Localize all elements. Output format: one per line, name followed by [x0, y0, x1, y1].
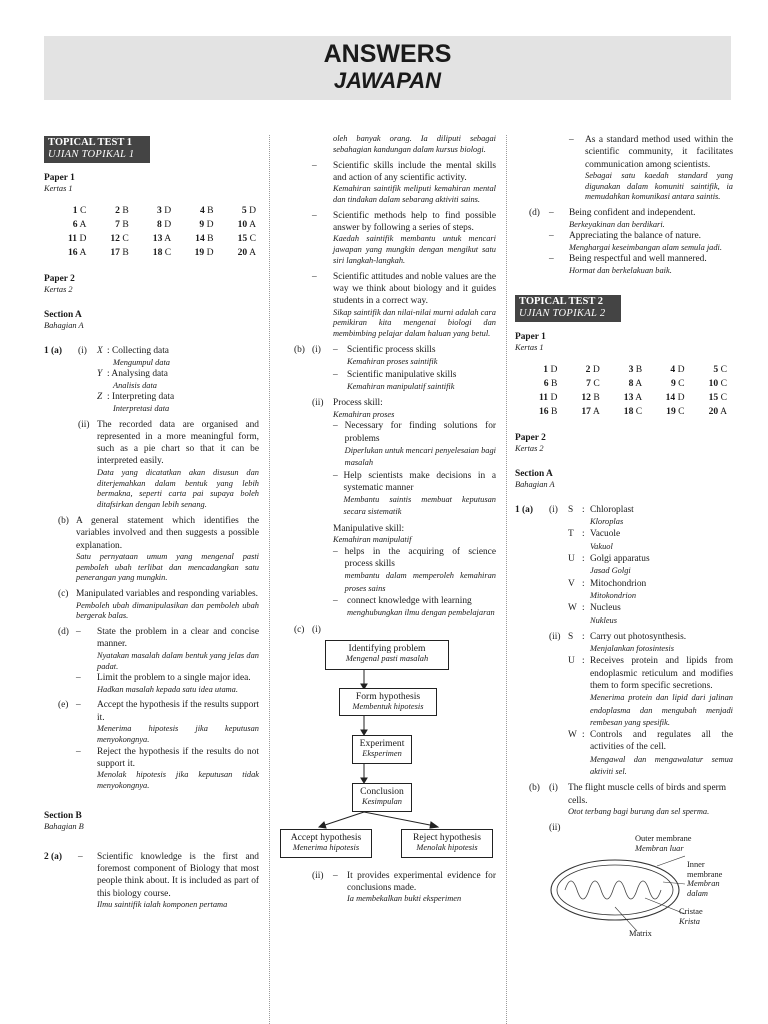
mcq-answer: 8 D: [157, 219, 172, 231]
question-1a-i: 1 (a) (i) X : Collecting data Mengumpul data Y : Analysing data Analisis data Z : Interpreting data Interpretasi data: [44, 346, 175, 413]
answers-header: [44, 36, 731, 100]
mcq-answer: 15 C: [237, 233, 256, 245]
mcq-row: [44, 204, 256, 218]
question-1a-ii: (ii) The recorded data are organised and represented in a more meaningful form, such as a pie chart so that it can be interpreted easily. Data yang dicatatkan akan disusun dan diterjemahkan dalam bentuk yang lebih bermakna, seperti carta pai supaya boleh ditafsirkan dengan lebih senang.: [78, 419, 259, 510]
label-outer-membrane: Outer membrane Membran luar: [635, 834, 692, 853]
mcq-answer: 13 A: [623, 391, 643, 403]
page-subtitle: JAWAPAN: [333, 68, 442, 93]
mcq-row: [44, 218, 256, 232]
mcq-row: [44, 232, 256, 246]
flow-form-hypothesis: Form hypothesis Membentuk hipotesis: [339, 688, 437, 716]
paper-2-heading: Paper 2: [44, 274, 75, 285]
flow-conclusion: Conclusion Kesimpulan: [352, 783, 412, 812]
question-2b-ii: (ii) Process skill: Kemahiran proses – Necessary for finding solutions for problems Diperlukan untuk mencari penyelesaian bagi masalah – Help scientists make decisions in a systematic manner Membantu saintis membuat keputusan secara sistematik Manipulative skill: Kemahiran manipulatif – helps in the acquiring of science process skills membantu dalam memperoleh kemahiran proses sains – connect knowledge with learning menghubungkan ilmu dengan pembelajaran: [312, 398, 496, 618]
mcq-answer: 3 B: [628, 363, 643, 375]
column-divider: [506, 135, 507, 1024]
mcq-answer: 14 B: [195, 233, 214, 245]
flow-identify-problem: Identifying problem Mengenal pasti masalah: [325, 640, 449, 670]
mcq-answer: 10 A: [237, 219, 256, 231]
mcq-answer: 9 D: [199, 219, 214, 231]
mcq-answer: 20 A: [708, 405, 727, 417]
mcq-row: [515, 363, 727, 377]
mcq-answer: 2 B: [115, 205, 129, 217]
mcq-answer-table-1: [44, 204, 256, 260]
mcq-answer: 14 D: [665, 391, 685, 403]
paper-1-heading: Paper 1: [515, 331, 546, 342]
mcq-answer: 7 B: [115, 219, 129, 231]
t2-question-1b-ii: (ii): [549, 822, 561, 833]
mcq-answer: 16 B: [538, 405, 558, 417]
mcq-answer: 8 A: [628, 377, 643, 389]
label-inner-membrane: Inner membrane Membran dalam: [687, 860, 723, 898]
question-2c-i: (c) (i): [294, 624, 321, 635]
t2-question-1a-ii: (ii) S : Carry out photosynthesis. Menjalankan fotosintesis U : Receives protein and lipids from endoplasmic reticulum and modifies them to form specific secretions. Menerima protein dan lipid dari jalinan endoplasma dan mengubah menjadi rembesan yang spesifik. W : Controls and regulates all the activities of the cell. Mengawal dan mengawalatur semua aktiviti sel.: [549, 631, 733, 777]
mcq-row: [515, 405, 727, 419]
mcq-row: [515, 391, 727, 405]
mcq-answer: 18 C: [623, 405, 643, 417]
mcq-answer: 10 C: [708, 377, 727, 389]
t2-question-1b-i: (b) (i) The flight muscle cells of birds and sperm cells. Otot terbang bagi burung dan sel sperma.: [529, 783, 727, 816]
column-3: – As a standard method used within the scientific community, it facilitates communication among scientists. Sebagai satu kaedah standard yang digunakan dalam komuniti saintifik, ia memudahkan komunikasi antara saintis. (d) – Being confident and independent. Berkeyakinan dan berdikari. – Appreciating the balance of nature. Menghargai keseimbangan alam semula jadi. – Being respectful and well mannered. Hormat dan berkelakuan baik. TOPICAL TEST 2 UJIAN TOPIKAL 2 Paper 1 Kertas 1 1 D 2 D 3 B 4 D 5 C 6 B 7 C 8 A 9 C 10 C 11 D 12 B 13 A 14 D 15 C 16 B 17 A 18 C 19 C 20 A Paper 2 Kertas 2 Section A Bahagian A 1 (a) (i) S : Chloroplast Kloroplas T : Vacuole Vakuol U : Golgi apparatus Jasad Golgi V : Mitochondrion Mitokondrion W : Nucleus Nukleus (ii) S : Carry out photosynthesis. Menjalankan fotosintesis U : Receives protein and lipids from endoplasmic reticulum and modifies them to form specific secretions. Menerima protein dan lipid dari jalinan endoplasma dan mengubah menjadi rembesan yang spesifik. W : Controls and regulates all the activities of the cell. Mengawal dan mengawalatur semua aktiviti sel. (b) (i) The flight muscle cells of birds and sperm cells. Otot terbang bagi burung dan sel sperma. (ii) Outer membrane Membran luar Inner membrane Membran dalam Cristae Krista Matrix: [515, 135, 733, 939]
mcq-answer: 4 D: [670, 363, 685, 375]
mcq-answer: 20 A: [237, 247, 256, 259]
question-1b: (b) A general statement which identifies the variables involved and then suggests a possible explanation. Satu pernyataan umum yang mengenal pasti pemboleh ubah terlibat dan mencadangkan satu penerangan yang mungkin.: [58, 515, 259, 583]
t2-question-1a-i: 1 (a) (i) S : Chloroplast Kloroplas T : Vacuole Vakuol U : Golgi apparatus Jasad Golgi V : Mitochondrion Mitokondrion W : Nucleus Nukleus: [515, 504, 733, 627]
question-1e: (e) – Accept the hypothesis if the results support it. Menerima hipotesis jika keputusan menyokongnya.: [58, 700, 259, 744]
column-divider: [269, 135, 270, 1024]
mcq-answer: 15 C: [708, 391, 727, 403]
mcq-answer: 4 B: [199, 205, 214, 217]
mcq-answer: 6 B: [543, 377, 558, 389]
mcq-row: [44, 246, 256, 260]
question-2c-ii: (ii) – It provides experimental evidence for conclusions made. Ia membekalkan bukti eksperimen: [312, 870, 496, 904]
section-b-heading: Section B: [44, 810, 82, 821]
mcq-answer: 19 D: [194, 247, 214, 259]
page-title: ANSWERS: [323, 40, 452, 68]
flow-reject-hypothesis: Reject hypothesis Menolak hipotesis: [401, 829, 493, 858]
mcq-answer: 17 A: [581, 405, 600, 417]
mcq-answer: 12 B: [581, 391, 600, 403]
cell-part-item: V : Mitochondrion Mitokondrion: [568, 578, 647, 600]
paper-2-heading: Paper 2: [515, 432, 546, 443]
flow-accept-hypothesis: Accept hypothesis Menerima hipotesis: [280, 829, 372, 858]
mcq-answer: 16 A: [67, 247, 87, 259]
cell-part-item: S : Chloroplast Kloroplas: [568, 504, 634, 527]
cell-part-item: W : Nucleus Nukleus: [568, 603, 621, 625]
mcq-answer: 7 C: [586, 377, 600, 389]
mitochondrion-drawing: [545, 852, 685, 932]
mitochondrion-diagram: [515, 834, 733, 939]
question-1c: (c) Manipulated variables and responding variables. Pemboleh ubah dimanipulasikan dan pemboleh ubah bergerak balas.: [58, 589, 259, 621]
mcq-answer: 17 B: [110, 247, 129, 259]
label-matrix: Matrix: [629, 929, 652, 939]
mcq-answer: 18 C: [152, 247, 172, 259]
topical-test-2-title: TOPICAL TEST 2 UJIAN TOPIKAL 2: [515, 295, 621, 322]
flow-experiment: Experiment Eksperimen: [352, 735, 412, 764]
section-a-heading: Section A: [44, 310, 82, 321]
mcq-answer-table-2: [515, 363, 727, 419]
question-2a: 2 (a) – Scientific knowledge is the first and foremost component of Biology that most people think about. It is included as part of this biology course. Ilmu saintifik ialah komponen pertama: [44, 851, 259, 910]
mcq-answer: 3 D: [157, 205, 172, 217]
scientific-method-flowchart: [280, 636, 496, 866]
mcq-answer: 6 A: [72, 219, 87, 231]
mcq-answer: 5 D: [241, 205, 256, 217]
mcq-answer: 1 D: [543, 363, 558, 375]
mcq-answer: 11 D: [538, 391, 558, 403]
mcq-row: [515, 377, 727, 391]
question-2d: (d) – Being confident and independent. Berkeyakinan dan berdikari.: [529, 208, 696, 229]
mcq-answer: 5 C: [713, 363, 727, 375]
cell-part-item: T : Vacuole Vakuol: [568, 529, 621, 551]
paper-1-heading: Paper 1: [44, 173, 75, 183]
question-1d: (d) – State the problem in a clear and concise manner. Nyatakan masalah dalam bentuk yang jelas dan padat.: [58, 627, 259, 671]
question-2b-i: (b) (i) – Scientific process skills Kemahiran proses saintifik – Scientific manipulative skills Kemahiran manipulatif saintifik: [294, 345, 457, 391]
column-1: TOPICAL TEST 1 UJIAN TOPIKAL 1 Paper 1 Kertas 1 1 C 2 B 3 D 4 B 5 D 6 A 7 B 8 D 9 D 10 A 11 D 12 C 13 A 14 B 15 C 16 A 17 B 18 C 19 D 20 A Paper 2 Kertas 2 Section A Bahagian A 1 (a) (i) X : Collecting data Mengumpul data Y : Analysing data Analisis data Z : Interpreting data Interpretasi data (ii) The recorded data are organised and represented in a more meaningful form, such as a pie chart so that it can be interpreted easily. Data yang dicatatkan akan disusun dan diterjemahkan dalam bentuk yang lebih bermakna, seperti carta pai supaya boleh ditafsirkan dengan lebih senang. (b) A general statement which identifies the variables involved and then suggests a possible explanation. Satu pernyataan umum yang mengenal pasti pemboleh ubah terlibat dan mencadangkan satu penerangan yang mungkin. (c) Manipulated variables and responding variables. Pemboleh ubah dimanipulasikan dan pemboleh ubah bergerak balas. (d) – State the problem in a clear and concise manner. Nyatakan masalah dalam bentuk yang jelas dan padat. – Limit the problem to a single major idea. Hadkan masalah kepada satu idea utama. (e) – Accept the hypothesis if the results support it. Menerima hipotesis jika keputusan menyokongnya. – Reject the hypothesis if the results do not support it. Menolak hipotesis jika keputusan tidak menyokongnya. Section B Bahagian B 2 (a) – Scientific knowledge is the first and foremost component of Biology that most people think about. It is included as part of this biology course. Ilmu saintifik ialah komponen pertama: [44, 137, 259, 910]
mcq-answer: 13 A: [152, 233, 172, 245]
mcq-answer: 12 C: [110, 233, 129, 245]
label-cristae: Cristae Krista: [679, 907, 703, 926]
mcq-answer: 1 C: [72, 205, 87, 217]
section-a-heading: Section A: [515, 468, 553, 479]
mcq-answer: 2 D: [585, 363, 600, 375]
mcq-answer: 11 D: [67, 233, 87, 245]
mcq-answer: 19 C: [666, 405, 685, 417]
mcq-answer: 9 C: [670, 377, 685, 389]
topical-test-1-title: TOPICAL TEST 1 UJIAN TOPIKAL 1: [44, 136, 150, 163]
column-2: oleh banyak orang. Ia diliputi sebagai sebahagian kandungan dalam kursus biologi. – Scientific skills include the mental skills and action of any scientific activity. Kemahiran saintifik meliputi kemahiran mental dan tindakan dalam sebarang aktiviti sains. – Scientific methods help to find possible answer by following a series of steps. Kaedah saintifik membantu untuk mencari jawapan yang mungkin dengan mengikut satu siri langkah-langkah. – Scientific attitudes and noble values are the way we think about biology and it guides students in a correct way. Sikap saintifik dan nilai-nilai murni adalah cara pemikiran kita mengenai biologi dan membimbing pelajar dalam haluan yang betul. (b) (i) – Scientific process skills Kemahiran proses saintifik – Scientific manipulative skills Kemahiran manipulatif saintifik (ii) Process skill: Kemahiran proses – Necessary for finding solutions for problems Diperlukan untuk mencari penyelesaian bagi masalah – Help scientists make decisions in a systematic manner Membantu saintis membuat keputusan secara sistematik Manipulative skill: Kemahiran manipulatif – helps in the acquiring of science process skills membantu dalam memperoleh kemahiran proses sains – connect knowledge with learning menghubungkan ilmu dengan pembelajaran (c) (i) Identifying problem Mengenal pasti masalah Form hypothesis Membentuk hipotesis Experiment Eksperimen Conclusion Kesimpulan Accept hypothesis Menerima hipotesis Reject hypothesis Menolak hipotesis (ii) – It provides experimental evidence for conclusions made. Ia membekalkan bukti eksperimen: [280, 134, 496, 905]
cell-part-item: U : Golgi apparatus Jasad Golgi: [568, 554, 650, 576]
